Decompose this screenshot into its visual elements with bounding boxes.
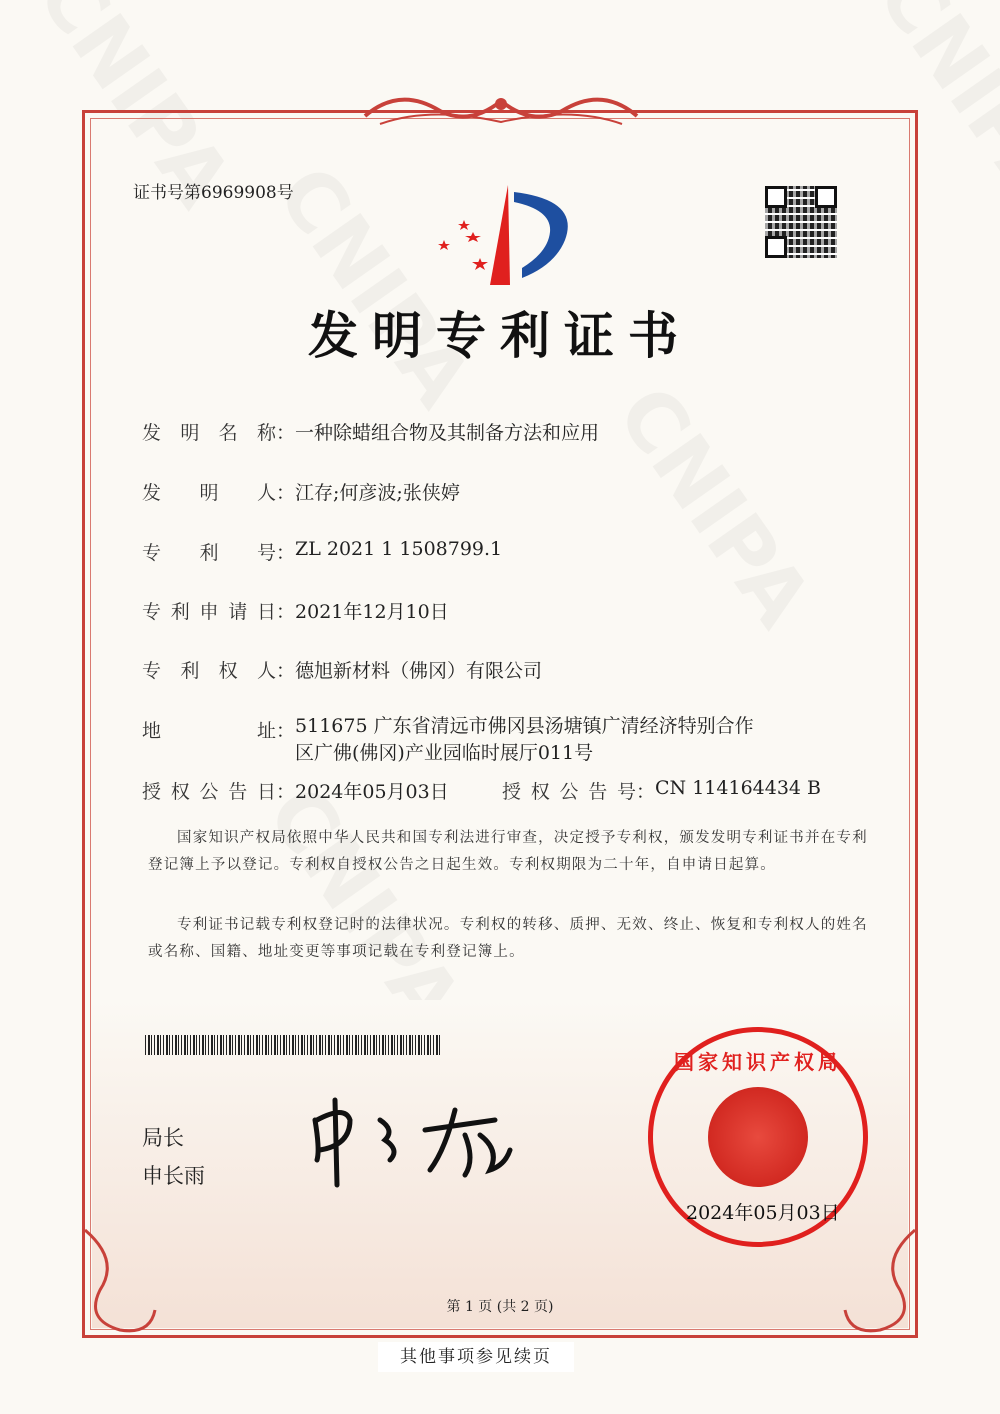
ornament-top	[360, 86, 642, 132]
field-value: 511675 广东省清远市佛冈县汤塘镇广清经济特别合作 区广佛(佛冈)产业园临时展厅011号	[295, 715, 754, 764]
cnipa-logo	[430, 180, 575, 290]
grant-number-value: CN 114164434 B	[655, 777, 822, 799]
field-label: 发明名称	[142, 422, 276, 444]
seal-text: 国家知识产权局	[674, 1050, 842, 1074]
colon: ：	[276, 482, 296, 504]
director-title: 局长	[142, 1126, 184, 1150]
field-label: 专利号	[142, 542, 276, 564]
field-label: 授权公告号	[502, 781, 636, 803]
page-number: 第 1 页 (共 2 页)	[446, 1299, 554, 1315]
colon: ：	[276, 601, 296, 623]
national-emblem	[708, 1087, 808, 1187]
field-row-patent-number	[142, 538, 502, 565]
colon: ：	[276, 660, 296, 682]
colon: ：	[276, 422, 296, 444]
signature	[305, 1090, 515, 1190]
field-row-patentee	[142, 656, 542, 683]
grant-date-row	[142, 777, 449, 804]
certificate-number: 证书号第6969908号	[133, 183, 294, 203]
ornament-corner-right	[840, 1220, 920, 1340]
grant-number-row	[502, 777, 821, 804]
field-value: 德旭新材料（佛冈）有限公司	[295, 660, 543, 682]
seal-date: 2024年05月03日	[686, 1202, 840, 1224]
paragraph: 专利证书记载专利权登记时的法律状况。专利权的转移、质押、无效、终止、恢复和专利权人的姓名或名称、国籍、地址变更等事项记载在专利登记簿上。	[148, 917, 868, 960]
field-value: ZL 2021 1 1508799.1	[295, 538, 503, 560]
field-label: 地址	[142, 720, 276, 742]
field-value: 江存;何彦波;张侠婷	[295, 482, 460, 504]
page-title: 发明专利证书	[308, 306, 692, 365]
field-label: 专利申请日	[142, 601, 276, 623]
ornament-corner-left	[80, 1220, 160, 1340]
field-row-application-date	[142, 597, 449, 624]
field-value: 2021年12月10日	[295, 601, 449, 623]
continued-note: 其他事项参见续页	[378, 1342, 574, 1372]
paragraph: 国家知识产权局依照中华人民共和国专利法进行审查，决定授予专利权，颁发发明专利证书并在专利登记簿上予以登记。专利权自授权公告之日起生效。专利权期限为二十年，自申请日起算。	[148, 830, 868, 873]
colon: ：	[276, 720, 296, 742]
field-row-address	[142, 716, 754, 767]
field-value: 一种除蜡组合物及其制备方法和应用	[295, 422, 600, 444]
field-label: 发明人	[142, 482, 276, 504]
field-label: 授权公告日	[142, 781, 276, 803]
qr-code	[765, 186, 837, 258]
barcode	[145, 1035, 440, 1055]
colon: ：	[276, 542, 296, 564]
colon: ：	[276, 781, 296, 803]
colon: ：	[636, 781, 656, 803]
grant-date-value: 2024年05月03日	[295, 781, 449, 803]
field-row-invention-name	[142, 418, 599, 445]
field-label: 专利权人	[142, 660, 276, 682]
field-row-inventors	[142, 478, 460, 505]
director-name: 申长雨	[142, 1164, 205, 1188]
